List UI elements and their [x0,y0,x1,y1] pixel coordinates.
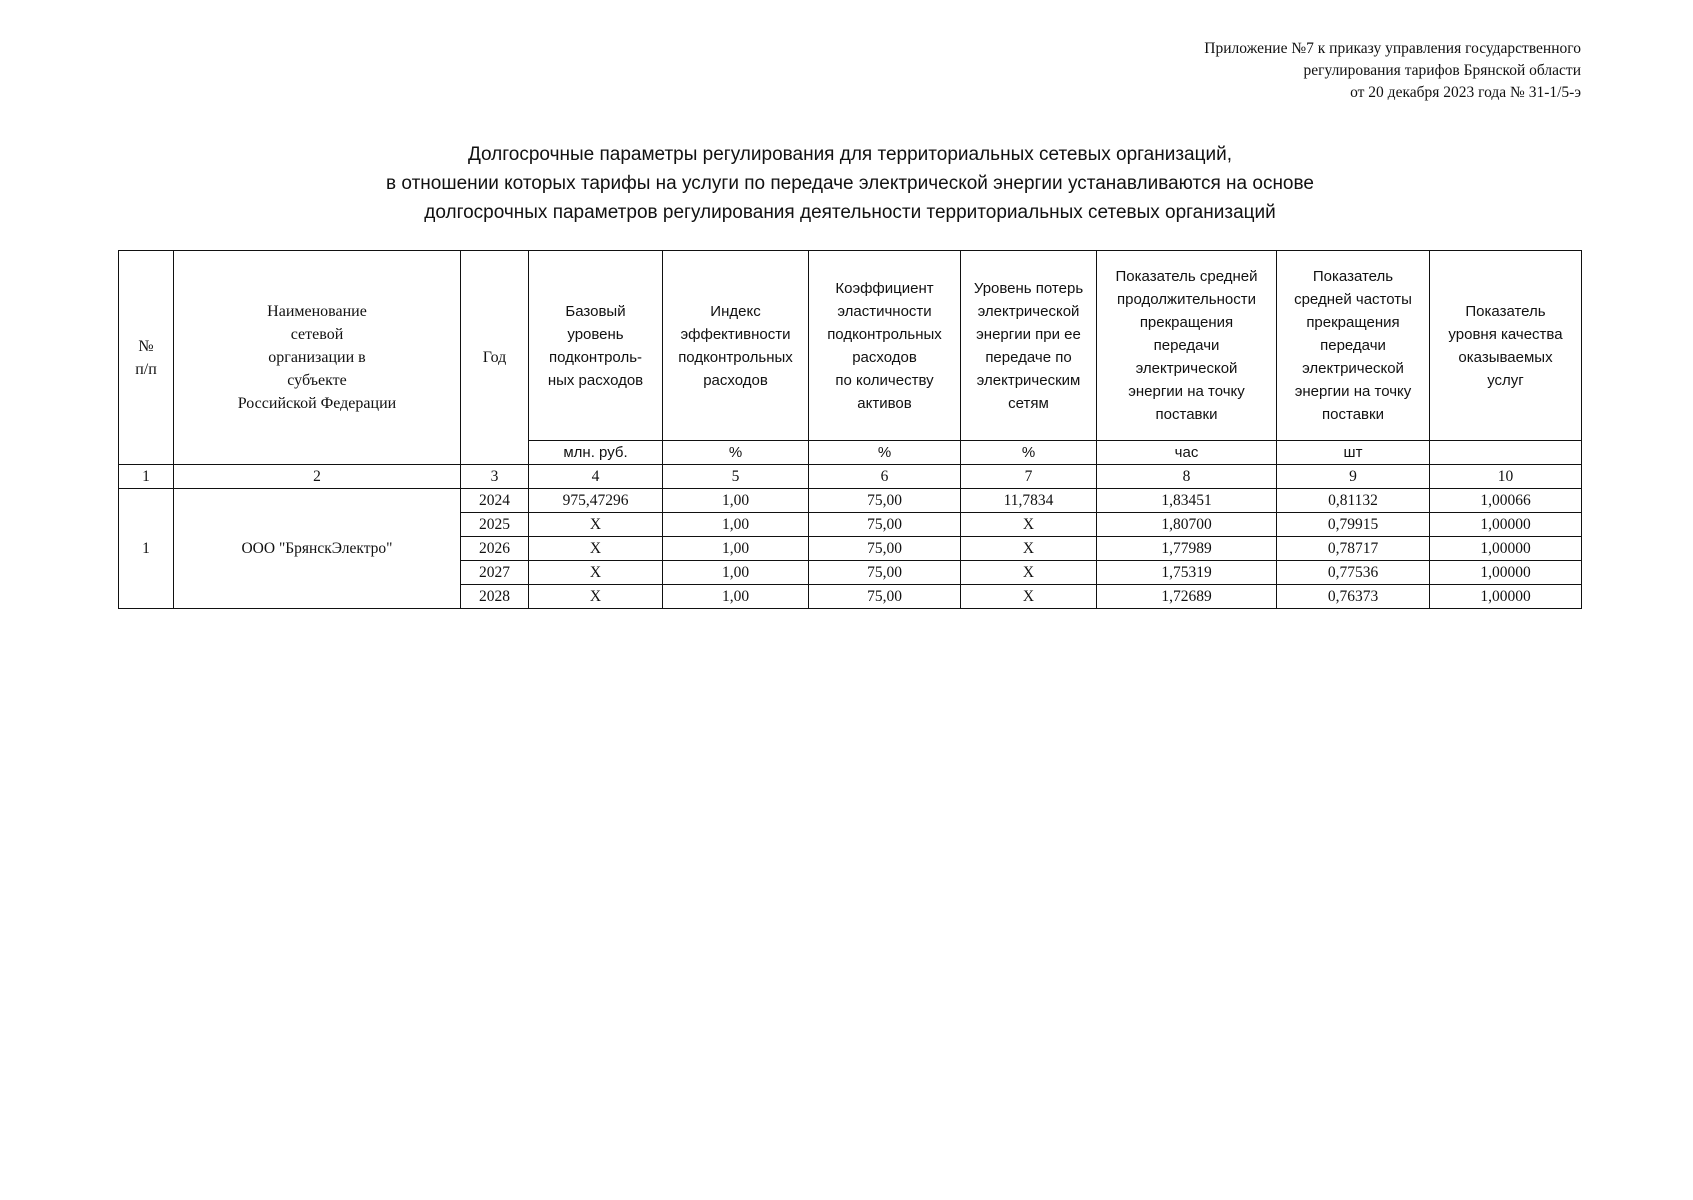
column-number: 5 [663,465,809,489]
cell-base: X [529,537,663,561]
column-numbers-row [119,465,1582,489]
cell-quality: 1,00066 [1430,489,1582,513]
column-number: 6 [809,465,961,489]
cell-coef: 75,00 [809,561,961,585]
column-number: 7 [961,465,1097,489]
cell-year: 2027 [461,561,529,585]
column-number: 3 [461,465,529,489]
cell-index: 1,00 [663,537,809,561]
header-row [119,251,1582,441]
cell-coef: 75,00 [809,513,961,537]
document-title [140,140,1560,227]
header-line: поставки [1155,406,1218,423]
header-line: ных расходов [547,371,644,389]
header-line: Базовый [565,302,626,320]
header-line: подконтрольных [827,325,942,343]
annex-line-2: регулирования тарифов Брянской области [1303,62,1581,79]
header-line: электрической [1135,360,1238,377]
cell-index: 1,00 [663,489,809,513]
cell-base: 975,47296 [529,489,663,513]
cell-coef: 75,00 [809,537,961,561]
header-base-level [529,251,663,441]
header-interruption-duration [1097,251,1277,441]
unit-loss: % [961,441,1097,465]
cell-frequency: 0,78717 [1277,537,1430,561]
header-line: активов [857,394,912,412]
header-line: подконтроль- [548,348,643,366]
title-line-3: долгосрочных параметров регулирования деятельности территориальных сетевых организаций [424,202,1276,223]
header-line: Коэффициент [835,279,934,297]
unit-quality [1430,441,1582,465]
unit-frequency: шт [1277,441,1430,465]
header-line: электрическим [976,371,1081,389]
cell-quality: 1,00000 [1430,561,1582,585]
cell-frequency: 0,77536 [1277,561,1430,585]
header-line: Год [482,349,507,366]
header-number [119,251,174,465]
header-line: расходов [703,371,768,389]
header-line: прекращения [1139,314,1234,331]
cell-year: 2024 [461,489,529,513]
cell-frequency: 0,81132 [1277,489,1430,513]
header-loss-level [961,251,1097,441]
header-line: подконтрольных [678,348,793,366]
header-line: эффективности [680,325,791,343]
header-line: № [138,337,154,355]
cell-loss: X [961,513,1097,537]
header-line: эластичности [837,302,932,320]
cell-duration: 1,83451 [1097,489,1277,513]
cell-duration: 1,72689 [1097,585,1277,609]
unit-duration: час [1097,441,1277,465]
organization-name: ООО "БрянскЭлектро" [174,489,461,609]
cell-index: 1,00 [663,561,809,585]
header-line: Уровень потерь [973,279,1084,297]
header-line: оказываемых [1458,348,1553,366]
cell-loss: X [961,561,1097,585]
cell-index: 1,00 [663,585,809,609]
cell-coef: 75,00 [809,489,961,513]
cell-base: X [529,561,663,585]
header-efficiency-index [663,251,809,441]
header-line: услуг [1487,371,1524,389]
header-line: по количеству [835,371,934,389]
cell-coef: 75,00 [809,585,961,609]
cell-loss: 11,7834 [961,489,1097,513]
column-number: 9 [1277,465,1430,489]
header-line: Показатель [1312,268,1394,285]
cell-year: 2025 [461,513,529,537]
column-number: 2 [174,465,461,489]
header-line: электрической [977,302,1080,320]
header-line: уровень [567,325,624,343]
cell-base: X [529,585,663,609]
header-line: Российской Федерации [237,395,397,412]
header-line: энергии на точку [1128,383,1245,400]
organization-number: 1 [119,489,174,609]
header-line: прекращения [1306,314,1400,331]
cell-year: 2028 [461,585,529,609]
header-interruption-frequency [1277,251,1430,441]
title-line-1: Долгосрочные параметры регулирования для территориальных сетевых организаций, [467,144,1233,165]
header-line: Наименование [267,303,367,320]
cell-frequency: 0,79915 [1277,513,1430,537]
header-line: расходов [852,348,917,366]
header-line: поставки [1322,406,1384,423]
header-line: передаче по [985,348,1072,366]
cell-duration: 1,80700 [1097,513,1277,537]
unit-coef: % [809,441,961,465]
cell-quality: 1,00000 [1430,513,1582,537]
header-line: сетевой [290,326,344,343]
header-line: передачи [1153,337,1220,354]
cell-quality: 1,00000 [1430,585,1582,609]
cell-quality: 1,00000 [1430,537,1582,561]
column-number: 4 [529,465,663,489]
header-service-quality [1430,251,1582,441]
header-line: электрической [1302,360,1404,377]
cell-index: 1,00 [663,513,809,537]
header-line: сетям [1008,394,1049,412]
header-line: энергии на точку [1294,383,1412,400]
header-line: уровня качества [1448,325,1563,343]
annex-line-3: от 20 декабря 2023 года № 31-1/5-э [1350,84,1581,101]
cell-loss: X [961,585,1097,609]
unit-index: % [663,441,809,465]
cell-year: 2026 [461,537,529,561]
column-number: 1 [119,465,174,489]
header-year [461,251,529,465]
cell-duration: 1,75319 [1097,561,1277,585]
header-line: продолжительности [1117,291,1256,308]
header-line: п/п [135,360,157,378]
header-line: Показатель [1465,302,1546,320]
annex-reference [1021,38,1581,104]
header-elasticity-coefficient [809,251,961,441]
cell-duration: 1,77989 [1097,537,1277,561]
table-row [119,489,1582,513]
header-line: Индекс [710,302,761,320]
header-line: организации в [268,349,366,366]
header-organization-name [174,251,461,465]
column-number: 8 [1097,465,1277,489]
title-line-2: в отношении которых тарифы на услуги по передаче электрической энергии устанавливаются на основе [386,173,1314,194]
header-line: энергии при ее [976,325,1081,343]
column-number: 10 [1430,465,1582,489]
cell-base: X [529,513,663,537]
header-line: Показатель средней [1115,268,1258,285]
annex-line-1: Приложение №7 к приказу управления государственного [1204,40,1581,57]
cell-loss: X [961,537,1097,561]
cell-frequency: 0,76373 [1277,585,1430,609]
parameters-table [118,250,1582,609]
header-line: субъекте [287,372,347,389]
header-line: передачи [1320,337,1386,354]
unit-base: млн. руб. [529,441,663,465]
header-line: средней частоты [1294,291,1412,308]
